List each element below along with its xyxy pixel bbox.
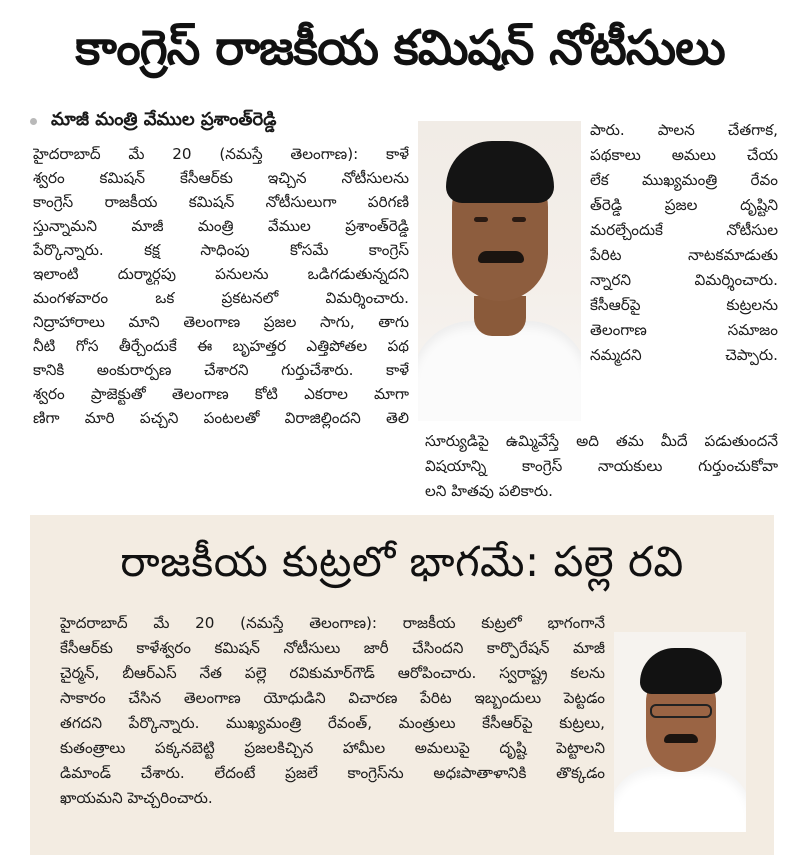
article2-headline: రాజకీయ కుట్రలో భాగమే: పల్లె రవి <box>120 537 684 586</box>
body-line: ఇలాంటి దుర్మార్గపు పనులను ఒడిగడుతున్నదని <box>33 265 409 283</box>
body-line: సాకారం చేసిన తెలంగాణ యోధుడిని విచారణ పేరిట ఇబ్బందులు పెట్టడం <box>60 689 605 707</box>
body-line: కానికి అంకురార్పణ చేశారని గుర్తుచేశారు. కాళే <box>33 361 409 379</box>
body-line: త్‌రెడ్డి ప్రజల దృష్టిని <box>590 196 778 214</box>
body-line: శ్వరం కమిషన్‌ కేసీఆర్‌కు ఇచ్చిన నోటీసులను <box>33 169 409 187</box>
body-line: నీటి గోస తీర్చేందుకే ఈ బృహత్తర ఎత్తిపోతల పథ <box>33 337 409 355</box>
body-line: శ్వరం ప్రాజెక్టుతో తెలంగాణ కోటి ఎకరాల మాగా <box>33 385 409 403</box>
body-line: లేక ముఖ్యమంత్రి రేవం <box>590 171 778 189</box>
bullet-icon <box>30 118 37 125</box>
body-line: పేరిట నాటకమాడుతు <box>590 246 778 264</box>
body-line: డిమాండ్‌ చేశారు. లేదంటే ప్రజలే కాంగ్రెస్‌ను అధఃపాతాళానికి తొక్కడం <box>60 764 605 782</box>
portrait-photo-prashanth-reddy <box>418 121 581 421</box>
body-line: తెలంగాణ సమాజం <box>590 321 778 339</box>
body-line: పారు. పాలన చేతగాక, <box>590 121 778 139</box>
body-line: స్తున్నామని మాజీ మంత్రి వేముల ప్రశాంత్‌రెడ్డి <box>33 217 409 235</box>
body-line: ఖాయమని హెచ్చరించారు. <box>60 789 213 807</box>
body-line: మరల్చేందుకే నోటీసుల <box>590 221 778 239</box>
body-line: పేర్కొన్నారు. కక్ష సాధింపు కోసమే కాంగ్రెస్‌ <box>33 241 409 259</box>
body-line: నిద్రాహారాలు మాని తెలంగాణ ప్రజల సాగు, తాగు <box>33 313 409 331</box>
body-line: మంగళవారం ఒక ప్రకటనలో విమర్శించారు. <box>33 289 409 307</box>
body-line: కేసీఆర్‌పై కుట్రలను <box>590 296 778 314</box>
body-line: న్నారని విమర్శించారు. <box>590 271 778 289</box>
body-line: కేసీఆర్‌కు కాళేశ్వరం కమిషన్‌ నోటీసులు జారీ చేసిందని కార్పొరేషన్‌ మాజీ <box>60 639 605 657</box>
body-line: కుతంత్రాలు పక్కనబెట్టి ప్రజలకిచ్చిన హామీల అమలుపై దృష్టి పెట్టాలని <box>60 739 605 757</box>
portrait-photo-palle-ravi <box>614 632 746 832</box>
body-line: విషయాన్ని కాంగ్రెస్‌ నాయకులు గుర్తుంచుకోవా <box>425 457 778 475</box>
body-line: పథకాలు అమలు చేయ <box>590 146 778 164</box>
article1-byline <box>30 107 276 135</box>
body-line: కాంగ్రెస్‌ రాజకీయ కమిషన్‌ నోటీసులుగా పరిగణి <box>33 193 409 211</box>
body-line: లని హితవు పలికారు. <box>425 482 553 500</box>
body-line: సూర్యుడిపై ఉమ్మివేస్తే అది తమ మీదే పడుతుందనే <box>425 432 778 450</box>
body-line: తగదని పేర్కొన్నారు. ముఖ్యమంత్రి రేవంత్‌, మంత్రులు కేసీఆర్‌పై కుట్రలు, <box>60 714 605 732</box>
body-line: హైదరాబాద్‌ మే 20 (నమస్తే తెలంగాణ): కాళే <box>33 145 409 163</box>
body-line: చైర్మన్‌, బీఆర్‌ఎస్‌ నేత పల్లె రవికుమార్‌గౌడ్‌ ఆరోపించారు. స్వరాష్ట్ర కలను <box>60 664 605 682</box>
byline-text: మాజీ మంత్రి వేముల ప్రశాంత్‌రెడ్డి <box>51 108 277 130</box>
body-line: హైదరాబాద్‌ మే 20 (నమస్తే తెలంగాణ): రాజకీయ కుట్రలో భాగంగానే <box>60 614 605 632</box>
body-line: నమ్మదని చెప్పారు. <box>590 346 778 364</box>
article1-headline: కాంగ్రెస్‌ రాజకీయ కమిషన్‌ నోటీసులు <box>75 20 725 76</box>
body-line: ణిగా మారి పచ్చని పంటలతో విరాజిల్లిందని తెలి <box>33 409 409 427</box>
